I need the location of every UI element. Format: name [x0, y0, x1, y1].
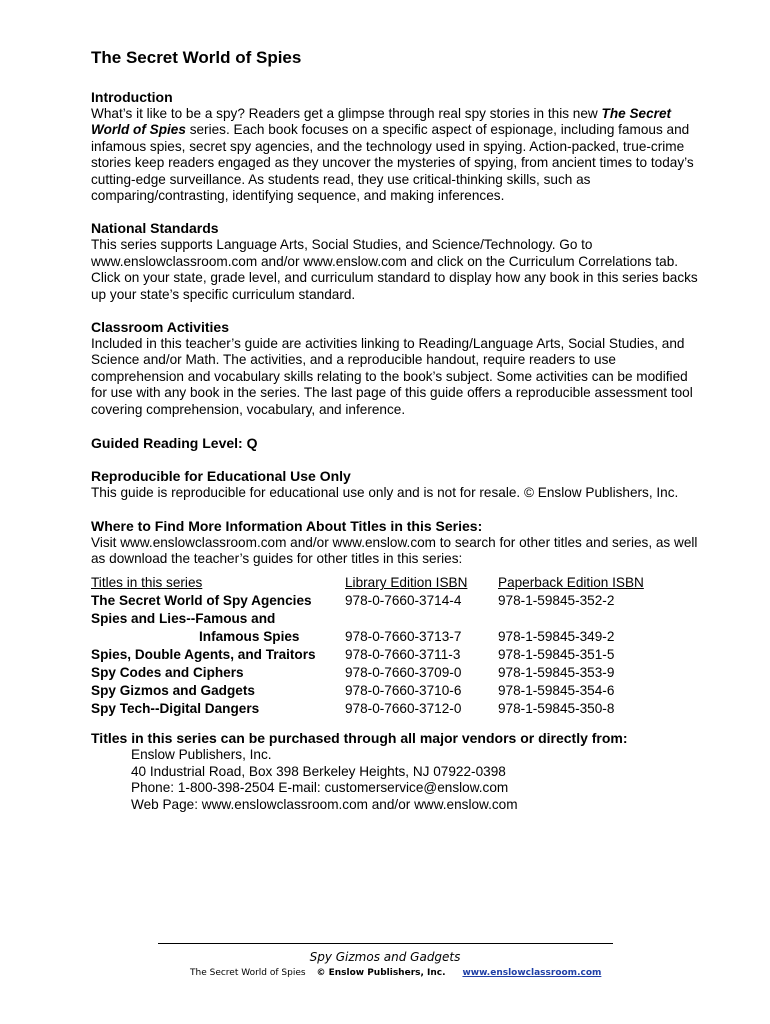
footer-book-title: Spy Gizmos and Gadgets	[309, 950, 461, 964]
where-text: Visit www.enslowclassroom.com and/or www.enslow.com to search for other titles and series, as well as download the teacher’s guides for other titles in this series:	[91, 534, 698, 566]
activities-section	[91, 319, 701, 418]
publisher-web: Web Page: www.enslowclassroom.com and/or www.enslow.com	[131, 796, 518, 812]
intro-text-start: What’s it like to be a spy? Readers get a glimpse through real spy stories in this new	[91, 106, 602, 121]
paperback-isbn: 978-1-59845-352-2	[498, 593, 615, 609]
introduction-section	[91, 89, 701, 204]
footer-website-link[interactable]: www.enslowclassroom.com	[462, 968, 602, 978]
header-paperback-isbn: Paperback Edition ISBN	[498, 575, 644, 591]
table-row	[91, 628, 668, 646]
book-title: The Secret World of Spy Agencies	[91, 593, 312, 609]
footer-publisher: © Enslow Publishers, Inc.	[316, 968, 446, 978]
page-title: The Secret World of Spies	[91, 48, 302, 67]
library-isbn: 978-0-7660-3713-7	[345, 629, 462, 645]
book-title-continued: Infamous Spies	[199, 629, 300, 645]
activities-heading: Classroom Activities	[91, 319, 229, 336]
book-title: Spy Gizmos and Gadgets	[91, 683, 255, 699]
paperback-isbn: 978-1-59845-351-5	[498, 647, 615, 663]
library-isbn: 978-0-7660-3712-0	[345, 701, 462, 717]
where-section	[91, 518, 701, 568]
reproducible-heading: Reproducible for Educational Use Only	[91, 468, 351, 485]
book-title: Spies and Lies--Famous and	[91, 611, 276, 627]
book-title	[91, 628, 345, 646]
library-isbn: 978-0-7660-3711-3	[345, 647, 461, 663]
introduction-heading: Introduction	[91, 89, 173, 105]
table-row	[91, 700, 668, 718]
document-body	[91, 48, 701, 813]
where-heading: Where to Find More Information About Titles in this Series:	[91, 517, 483, 534]
reproducible-text: This guide is reproducible for educational use only and is not for resale. © Enslow Publishers, Inc.	[91, 485, 679, 501]
footer-series: The Secret World of Spies	[190, 968, 306, 978]
paperback-isbn: 978-1-59845-354-6	[498, 683, 615, 699]
paperback-isbn: 978-1-59845-353-9	[498, 665, 615, 681]
table-row	[91, 682, 668, 700]
paperback-isbn: 978-1-59845-349-2	[498, 629, 615, 645]
series-title-emphasis: The Secret World of Spies	[91, 106, 672, 138]
book-title: Spy Codes and Ciphers	[91, 665, 244, 681]
activities-text: Included in this teacher’s guide are activities linking to Reading/Language Arts, Social Studies, and Science and/or Math. The activities, and a reproducible handout, require readers to use comprehension and vocabulary skills relating to the book’s subject. Some activities can be modified for use with any book in the series. The last page of this guide offers a reproducible assessment tool covering comprehension, vocabulary, and inference.	[91, 336, 693, 417]
purchase-heading: Titles in this series can be purchased through all major vendors or directly from:	[91, 730, 628, 747]
publisher-name: Enslow Publishers, Inc.	[131, 747, 272, 763]
footer-info	[190, 968, 601, 978]
table-row	[91, 610, 668, 628]
standards-section	[91, 220, 701, 303]
reproducible-section	[91, 468, 701, 501]
intro-text-end: series. Each book focuses on a specific aspect of espionage, including famous and infamous spies, secret spy agencies, and the technology used in spying. Action-packed, true-crime stories keep readers engaged as they uncover the mysteries of spying, from ancient times to today’s cutting-edge surveillance. As students read, they use critical-thinking skills, such as comparing/contrasting, identifying sequence, and making inferences.	[91, 122, 694, 204]
standards-text: This series supports Language Arts, Social Studies, and Science/Technology. Go to www.enslowclassroom.com and/or www.enslow.com and click on the Curriculum Correlations tab. Click on your state, grade level, and curriculum standard to display how any book in this series backs up your state’s specific curriculum standard.	[91, 237, 698, 302]
purchase-section	[91, 730, 701, 813]
footer-divider	[158, 943, 613, 944]
introduction-text	[91, 106, 701, 204]
book-title: Spies, Double Agents, and Traitors	[91, 647, 316, 663]
library-isbn: 978-0-7660-3710-6	[345, 683, 462, 699]
table-row	[91, 592, 668, 610]
guided-reading-level: Guided Reading Level: Q	[91, 435, 258, 452]
table-row	[91, 664, 668, 682]
header-titles: Titles in this series	[91, 575, 203, 591]
titles-table	[91, 574, 668, 718]
publisher-contact: Phone: 1-800-398-2504 E-mail: customerservice@enslow.com	[131, 780, 509, 796]
table-header-row	[91, 574, 668, 592]
library-isbn: 978-0-7660-3714-4	[345, 593, 462, 609]
table-row	[91, 646, 668, 664]
book-title: Spy Tech--Digital Dangers	[91, 701, 260, 717]
library-isbn: 978-0-7660-3709-0	[345, 665, 462, 681]
standards-heading: National Standards	[91, 220, 219, 237]
publisher-address: 40 Industrial Road, Box 398 Berkeley Heights, NJ 07922-0398	[131, 763, 506, 779]
header-library-isbn: Library Edition ISBN	[345, 575, 468, 591]
paperback-isbn: 978-1-59845-350-8	[498, 701, 615, 717]
